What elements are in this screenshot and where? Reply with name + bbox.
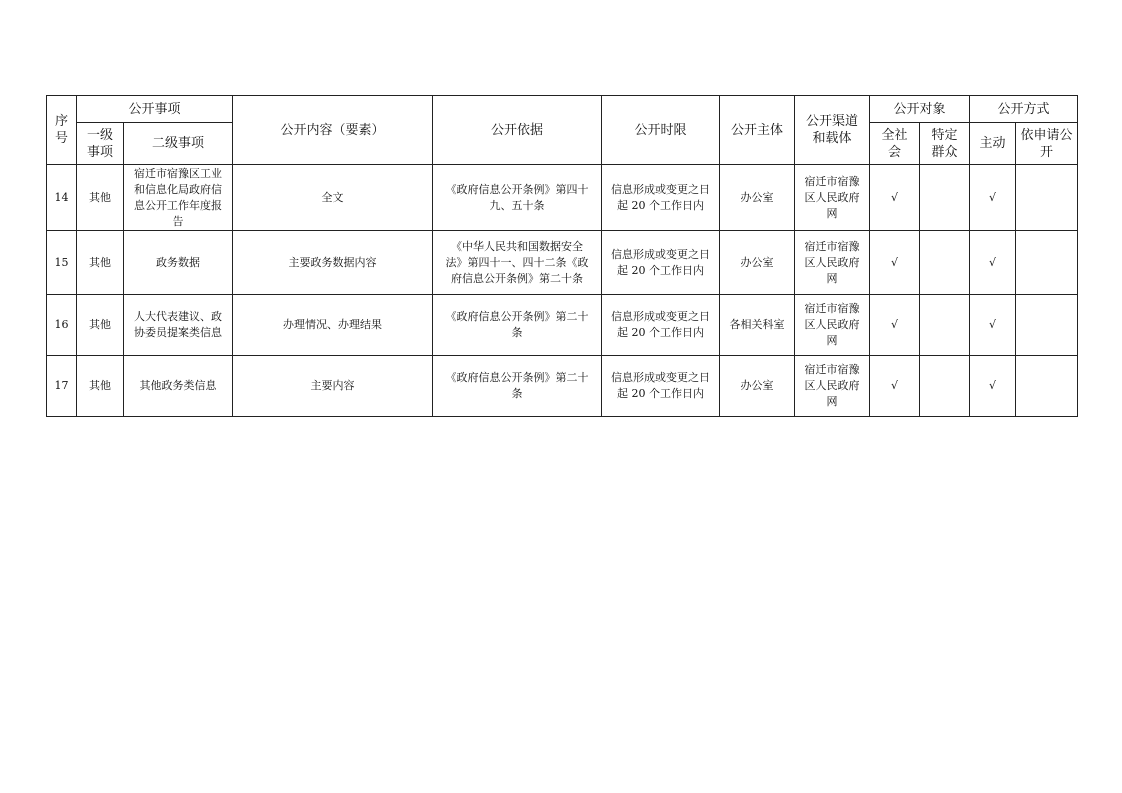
cell-level1: 其他 bbox=[77, 356, 124, 417]
header-item-group: 公开事项 bbox=[77, 96, 233, 123]
cell-audience-all: √ bbox=[870, 231, 920, 295]
cell-content: 办理情况、办理结果 bbox=[233, 295, 433, 356]
cell-basis: 《中华人民共和国数据安全法》第四十一、四十二条《政府信息公开条例》第二十条 bbox=[433, 231, 602, 295]
cell-seq: 16 bbox=[47, 295, 77, 356]
cell-basis: 《政府信息公开条例》第四十九、五十条 bbox=[433, 165, 602, 231]
cell-channel: 宿迁市宿豫区人民政府网 bbox=[795, 295, 870, 356]
cell-deadline: 信息形成或变更之日起 20 个工作日内 bbox=[602, 165, 720, 231]
cell-channel: 宿迁市宿豫区人民政府网 bbox=[795, 356, 870, 417]
cell-audience-specific bbox=[920, 165, 970, 231]
cell-seq: 14 bbox=[47, 165, 77, 231]
cell-content: 全文 bbox=[233, 165, 433, 231]
cell-basis: 《政府信息公开条例》第二十条 bbox=[433, 356, 602, 417]
header-mode-active: 主动 bbox=[970, 123, 1016, 165]
cell-level2: 宿迁市宿豫区工业和信息化局政府信息公开工作年度报告 bbox=[124, 165, 233, 231]
cell-mode-request bbox=[1016, 165, 1078, 231]
cell-seq: 15 bbox=[47, 231, 77, 295]
cell-mode-active: √ bbox=[970, 231, 1016, 295]
cell-mode-request bbox=[1016, 231, 1078, 295]
cell-subject: 办公室 bbox=[720, 165, 795, 231]
cell-basis: 《政府信息公开条例》第二十条 bbox=[433, 295, 602, 356]
cell-level2: 政务数据 bbox=[124, 231, 233, 295]
cell-deadline: 信息形成或变更之日起 20 个工作日内 bbox=[602, 295, 720, 356]
cell-audience-all: √ bbox=[870, 295, 920, 356]
cell-mode-active: √ bbox=[970, 165, 1016, 231]
cell-mode-request bbox=[1016, 356, 1078, 417]
table-row bbox=[47, 356, 1078, 417]
header-mode-request: 依申请公开 bbox=[1016, 123, 1078, 165]
cell-level1: 其他 bbox=[77, 295, 124, 356]
cell-subject: 办公室 bbox=[720, 356, 795, 417]
table-row bbox=[47, 295, 1078, 356]
cell-audience-all: √ bbox=[870, 165, 920, 231]
header-mode-group: 公开方式 bbox=[970, 96, 1078, 123]
cell-audience-specific bbox=[920, 295, 970, 356]
header-level2: 二级事项 bbox=[124, 123, 233, 165]
disclosure-table bbox=[46, 95, 1078, 417]
header-audience-group: 公开对象 bbox=[870, 96, 970, 123]
cell-channel: 宿迁市宿豫区人民政府网 bbox=[795, 231, 870, 295]
header-basis: 公开依据 bbox=[433, 96, 602, 165]
cell-level2: 其他政务类信息 bbox=[124, 356, 233, 417]
cell-audience-all: √ bbox=[870, 356, 920, 417]
cell-deadline: 信息形成或变更之日起 20 个工作日内 bbox=[602, 231, 720, 295]
header-content: 公开内容（要素） bbox=[233, 96, 433, 165]
cell-audience-specific bbox=[920, 231, 970, 295]
header-deadline: 公开时限 bbox=[602, 96, 720, 165]
header-channel: 公开渠道和载体 bbox=[795, 96, 870, 165]
cell-mode-active: √ bbox=[970, 295, 1016, 356]
cell-level1: 其他 bbox=[77, 165, 124, 231]
cell-subject: 办公室 bbox=[720, 231, 795, 295]
cell-level2: 人大代表建议、政协委员提案类信息 bbox=[124, 295, 233, 356]
header-level1: 一级事项 bbox=[77, 123, 124, 165]
cell-mode-request bbox=[1016, 295, 1078, 356]
header-seq: 序号 bbox=[47, 96, 77, 165]
table-row bbox=[47, 231, 1078, 295]
header-audience-all: 全社会 bbox=[870, 123, 920, 165]
cell-content: 主要政务数据内容 bbox=[233, 231, 433, 295]
header-subject: 公开主体 bbox=[720, 96, 795, 165]
cell-mode-active: √ bbox=[970, 356, 1016, 417]
cell-level1: 其他 bbox=[77, 231, 124, 295]
cell-deadline: 信息形成或变更之日起 20 个工作日内 bbox=[602, 356, 720, 417]
cell-channel: 宿迁市宿豫区人民政府网 bbox=[795, 165, 870, 231]
cell-content: 主要内容 bbox=[233, 356, 433, 417]
header-audience-specific: 特定群众 bbox=[920, 123, 970, 165]
cell-subject: 各相关科室 bbox=[720, 295, 795, 356]
cell-seq: 17 bbox=[47, 356, 77, 417]
table-row bbox=[47, 165, 1078, 231]
cell-audience-specific bbox=[920, 356, 970, 417]
